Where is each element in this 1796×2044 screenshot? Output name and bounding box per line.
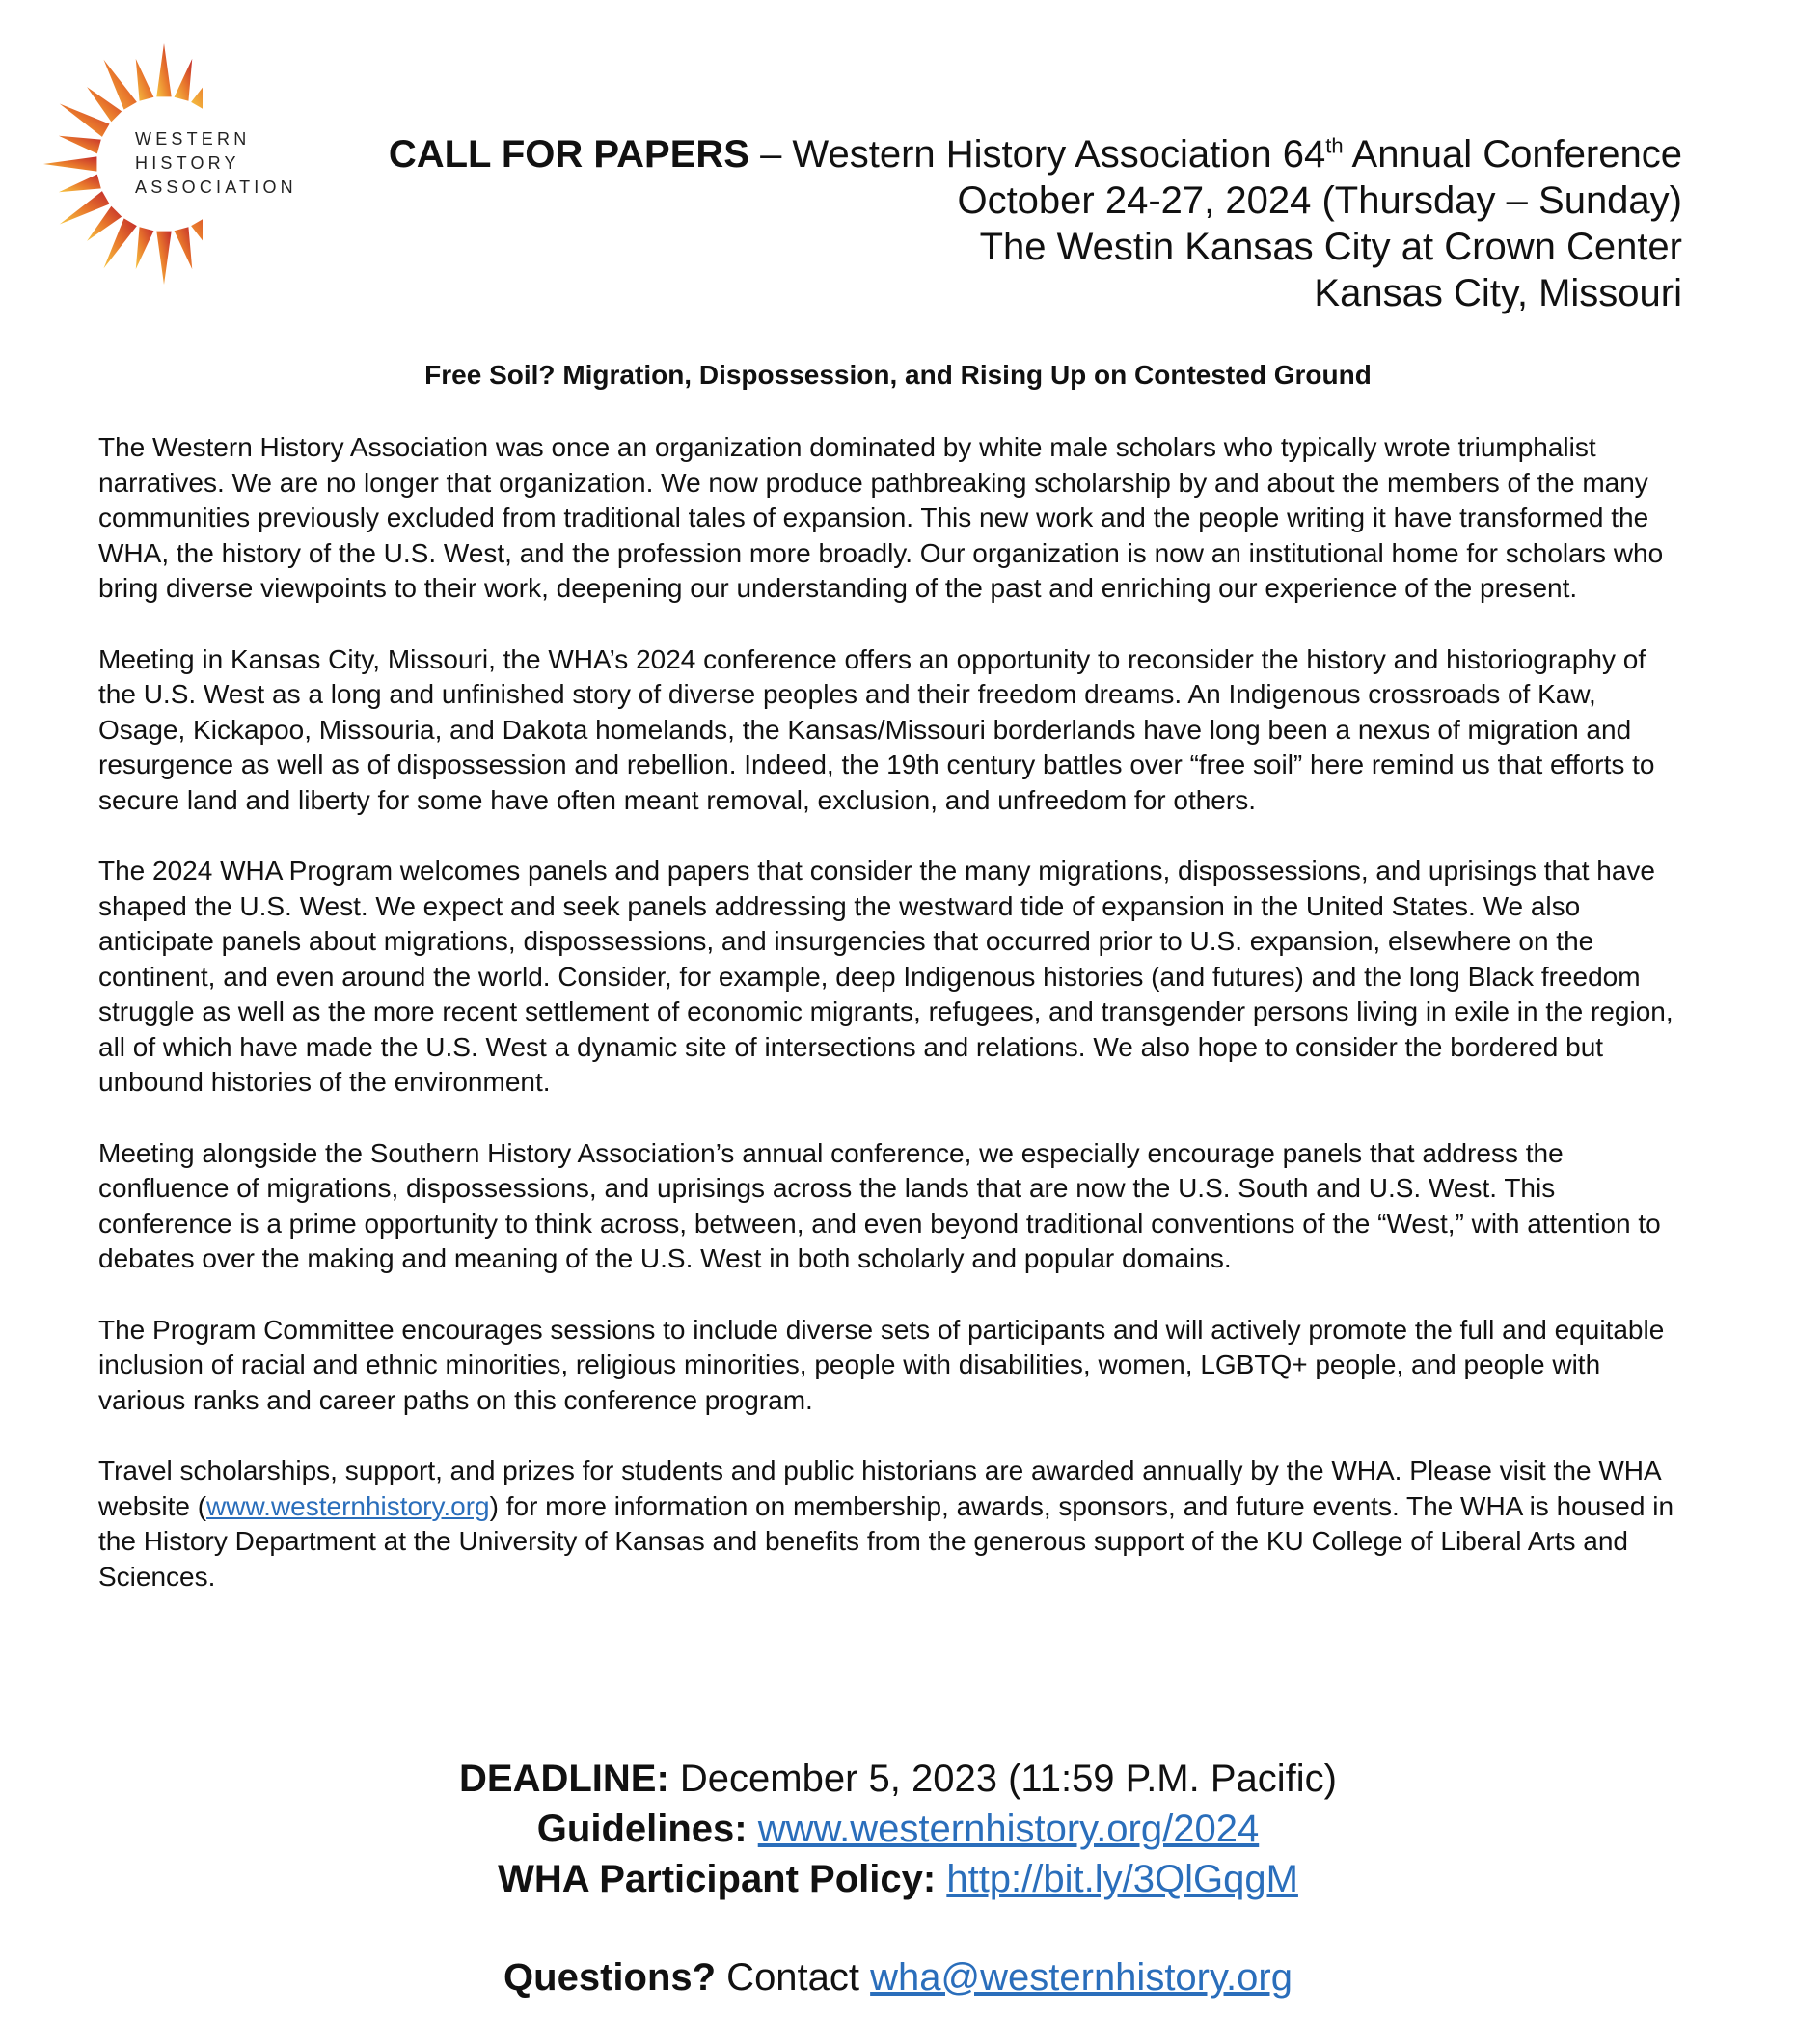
wha-logo bbox=[29, 27, 318, 297]
header-title-pre: – Western History Association 64 bbox=[748, 133, 1326, 176]
paragraph-4: Meeting alongside the Southern History Association’s annual conference, we especially encourage panels that address the confluence of migrations, dispossessions, and uprisings across the lands that are now the U.S. South and U.S. West. This conference is a prime opportunity to think across, between, and even beyond traditional conventions of the “West,” with attention to debates over the making and meaning of the U.S. West in both scholarly and popular domains. bbox=[98, 1137, 1661, 1273]
logo-ray bbox=[136, 227, 154, 269]
logo-ray bbox=[60, 191, 110, 224]
conference-theme-title: Free Soil? Migration, Dispossession, and Rising Up on Contested Ground bbox=[424, 360, 1372, 390]
logo-ray bbox=[43, 156, 96, 171]
guidelines-row bbox=[0, 1804, 1796, 1854]
logo-wordmark bbox=[135, 127, 297, 200]
deadline-row bbox=[0, 1754, 1796, 1804]
paragraph-2: Meeting in Kansas City, Missouri, the WHA’s 2024 conference offers an opportunity to reconsider the history and historiography of the U.S. West as a long and unfinished story of diverse peoples and their freedom dreams. An Indigenous crossroads of Kaw, Osage, Kickapoo, Missouria, and Dakota homelands, the Kansas/Missouri borderlands have long been a nexus of migration and resurgence as well as of dispossession and rebellion. Indeed, the 19th century battles over “free soil” here remind us that efforts to secure land and liberty for some have often meant removal, exclusion, and unfreedom for others. bbox=[98, 643, 1655, 815]
logo-ray bbox=[191, 218, 203, 268]
header-title-sup: th bbox=[1325, 133, 1344, 158]
paragraph-3: The 2024 WHA Program welcomes panels and papers that consider the many migrations, dispossessions, and uprisings that have shaped the U.S. West. We expect and seek panels addressing the westward tide of expansion in the United States. We also anticipate panels about migrations, dispossessions, and insurgencies that occurred prior to U.S. expansion, elsewhere on the continent, and even around the world. Consider, for example, deep Indigenous histories (and futures) and the long Black freedom struggle as well as the more recent settlement of economic migrants, refugees, and transgender persons living in exile in the region, all of which have made the U.S. West a dynamic site of intersections and relations. We also hope to consider the bordered but unbound histories of the environment. bbox=[98, 856, 1674, 1097]
logo-line-history: HISTORY bbox=[135, 153, 240, 173]
deadline-label: DEADLINE: bbox=[459, 1758, 669, 1800]
paragraph-5: The Program Committee encourages sessions to include diverse sets of participants and will actively promote the full and equitable inclusion of racial and ethnic minorities, religious minorities, people with disabilities, women, LGBTQ+ people, and people with various ranks and career paths on this conference program. bbox=[98, 1314, 1665, 1415]
logo-ray bbox=[59, 136, 101, 154]
guidelines-link[interactable]: www.westernhistory.org/2024 bbox=[757, 1808, 1260, 1850]
questions-text: Contact bbox=[716, 1956, 871, 1999]
paragraph-1: The Western History Association was once an organization dominated by white male scholars who typically wrote triumphalist narratives. We are no longer that organization. We now produce pathbreaking scholarship by and about the members of the many communities previously excluded from traditional tales of expansion. This new work and the people writing it have transformed the WHA, the history of the U.S. West, and the profession more broadly. Our organization is now an institutional home for scholars who bring diverse viewpoints to their work, deepening our understanding of the past and enriching our experience of the present. bbox=[98, 432, 1664, 603]
logo-ray bbox=[191, 60, 203, 110]
logo-ray bbox=[60, 104, 110, 137]
logo-ray bbox=[104, 60, 137, 110]
footer-info bbox=[0, 1754, 1796, 2003]
policy-link[interactable]: http://bit.ly/3QlGqgM bbox=[946, 1858, 1298, 1900]
paragraph-6-post: ) for more information on membership, awards, sponsors, and future events. The WHA is housed in the History Department at the University of Kansas and benefits from the generous support of the KU College of Liberal Arts and Sciences. bbox=[98, 1490, 1674, 1592]
logo-ray bbox=[59, 175, 101, 193]
questions-row bbox=[0, 1952, 1796, 2003]
header-dates: October 24-27, 2024 (Thursday – Sunday) bbox=[957, 179, 1682, 222]
conference-header bbox=[389, 131, 1682, 316]
logo-ray bbox=[175, 59, 193, 101]
header-city: Kansas City, Missouri bbox=[1314, 272, 1682, 314]
header-title-line bbox=[389, 131, 1682, 177]
call-for-papers-label: CALL FOR PAPERS bbox=[388, 133, 749, 176]
logo-ray bbox=[136, 59, 154, 101]
paragraph-6 bbox=[98, 1454, 1680, 1594]
logo-ray bbox=[156, 232, 171, 285]
contact-email-link[interactable]: wha@westernhistory.org bbox=[870, 1956, 1293, 1999]
deadline-value: December 5, 2023 (11:59 P.M. Pacific) bbox=[668, 1758, 1337, 1800]
logo-ray bbox=[175, 227, 193, 269]
logo-ray bbox=[156, 43, 171, 96]
logo-ray bbox=[87, 206, 122, 241]
website-link[interactable]: www.westernhistory.org bbox=[206, 1490, 490, 1521]
logo-line-western: WESTERN bbox=[135, 129, 251, 149]
policy-row bbox=[0, 1854, 1796, 1904]
header-title-post: Annual Conference bbox=[1343, 133, 1682, 176]
logo-ray bbox=[87, 87, 122, 122]
footer-spacer bbox=[0, 1904, 1796, 1952]
guidelines-label: Guidelines: bbox=[536, 1808, 748, 1850]
policy-label: WHA Participant Policy: bbox=[498, 1858, 937, 1900]
paragraph-6-pre: Travel scholarships, support, and prizes for students and public historians are awarded annually by the WHA. Please visit the WHA website ( bbox=[98, 1456, 1661, 1521]
body-text bbox=[98, 430, 1680, 1630]
header-venue: The Westin Kansas City at Crown Center bbox=[979, 226, 1682, 268]
logo-ray bbox=[104, 218, 137, 268]
questions-label: Questions? bbox=[503, 1956, 717, 1999]
logo-line-association: ASSOCIATION bbox=[135, 177, 297, 197]
